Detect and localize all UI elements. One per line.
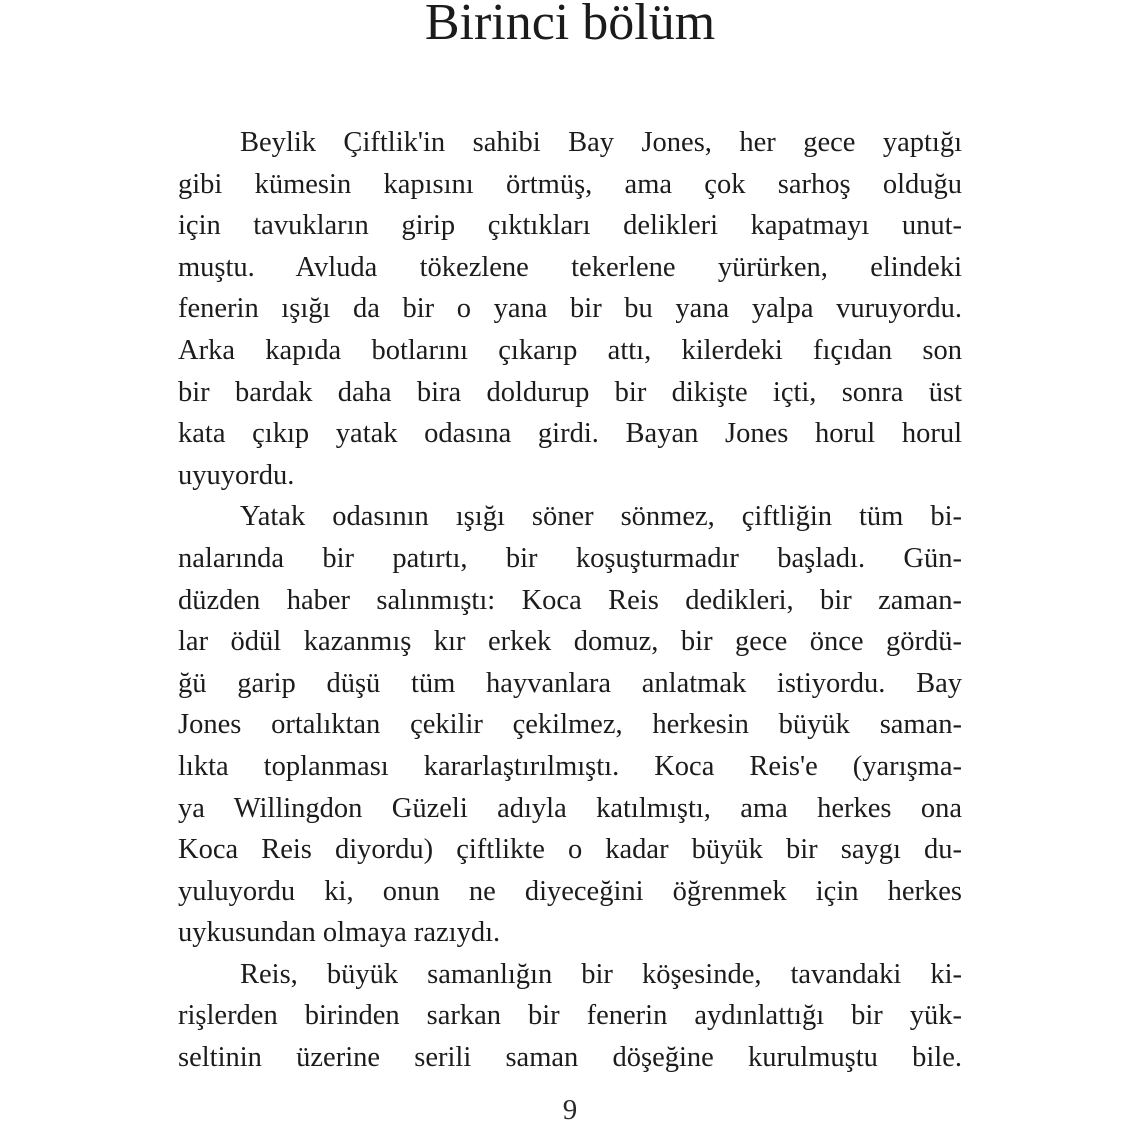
text-line: nalarında bir patırtı, bir koşuşturmadır başladı. Gün- [178,542,962,574]
text-line: düzden haber salınmıştı: Koca Reis dedikleri, bir zaman- [178,584,962,616]
text-line: seltinin üzerine serili saman döşeğine kurulmuştu bile. [178,1042,962,1074]
text-line: ya Willingdon Güzeli adıyla katılmıştı, ama herkes ona [178,792,962,824]
text-line: Yatak odasının ışığı söner sönmez, çiftliğin tüm bi- [240,501,962,533]
text-line: muştu. Avluda tökezlene tekerlene yürürken, elindeki [178,251,962,283]
text-line: uykusundan olmaya razıydı. [178,917,501,949]
text-line: gibi kümesin kapısını örtmüş, ama çok sarhoş olduğu [178,168,962,200]
text-line: lıkta toplanması kararlaştırılmıştı. Koca Reis'e (yarışma- [178,750,962,782]
text-line: Reis, büyük samanlığın bir köşesinde, tavandaki ki- [240,958,962,990]
text-line: bir bardak daha bira doldurup bir dikişte içti, sonra üst [178,376,962,408]
text-line: lar ödül kazanmış kır erkek domuz, bir gece önce gördü- [178,626,962,658]
paragraph [178,122,962,496]
text-line: kata çıkıp yatak odasına girdi. Bayan Jones horul horul [178,418,962,450]
text-line: rişlerden birinden sarkan bir fenerin aydınlattığı bir yük- [178,1000,962,1032]
text-line: için tavukların girip çıktıkları delikleri kapatmayı unut- [178,210,962,242]
text-line: Koca Reis diyordu) çiftlikte o kadar büyük bir saygı du- [178,834,962,866]
paragraph [178,496,962,954]
page-number: 9 [562,1094,578,1126]
body-text [178,122,962,1079]
paragraph [178,954,962,1079]
chapter-title: Birinci bölüm [424,0,716,51]
text-line: fenerin ışığı da bir o yana bir bu yana yalpa vuruyordu. [178,293,962,325]
text-line: uyuyordu. [178,459,295,491]
text-line: Arka kapıda botlarını çıkarıp attı, kilerdeki fıçıdan son [178,334,962,366]
text-line: ğü garip düşü tüm hayvanlara anlatmak istiyordu. Bay [178,667,962,699]
text-line: Jones ortalıktan çekilir çekilmez, herkesin büyük saman- [178,709,962,741]
text-line: Beylik Çiftlik'in sahibi Bay Jones, her gece yaptığı [240,127,962,158]
text-line: yuluyordu ki, onun ne diyeceğini öğrenmek için herkes [178,875,962,907]
